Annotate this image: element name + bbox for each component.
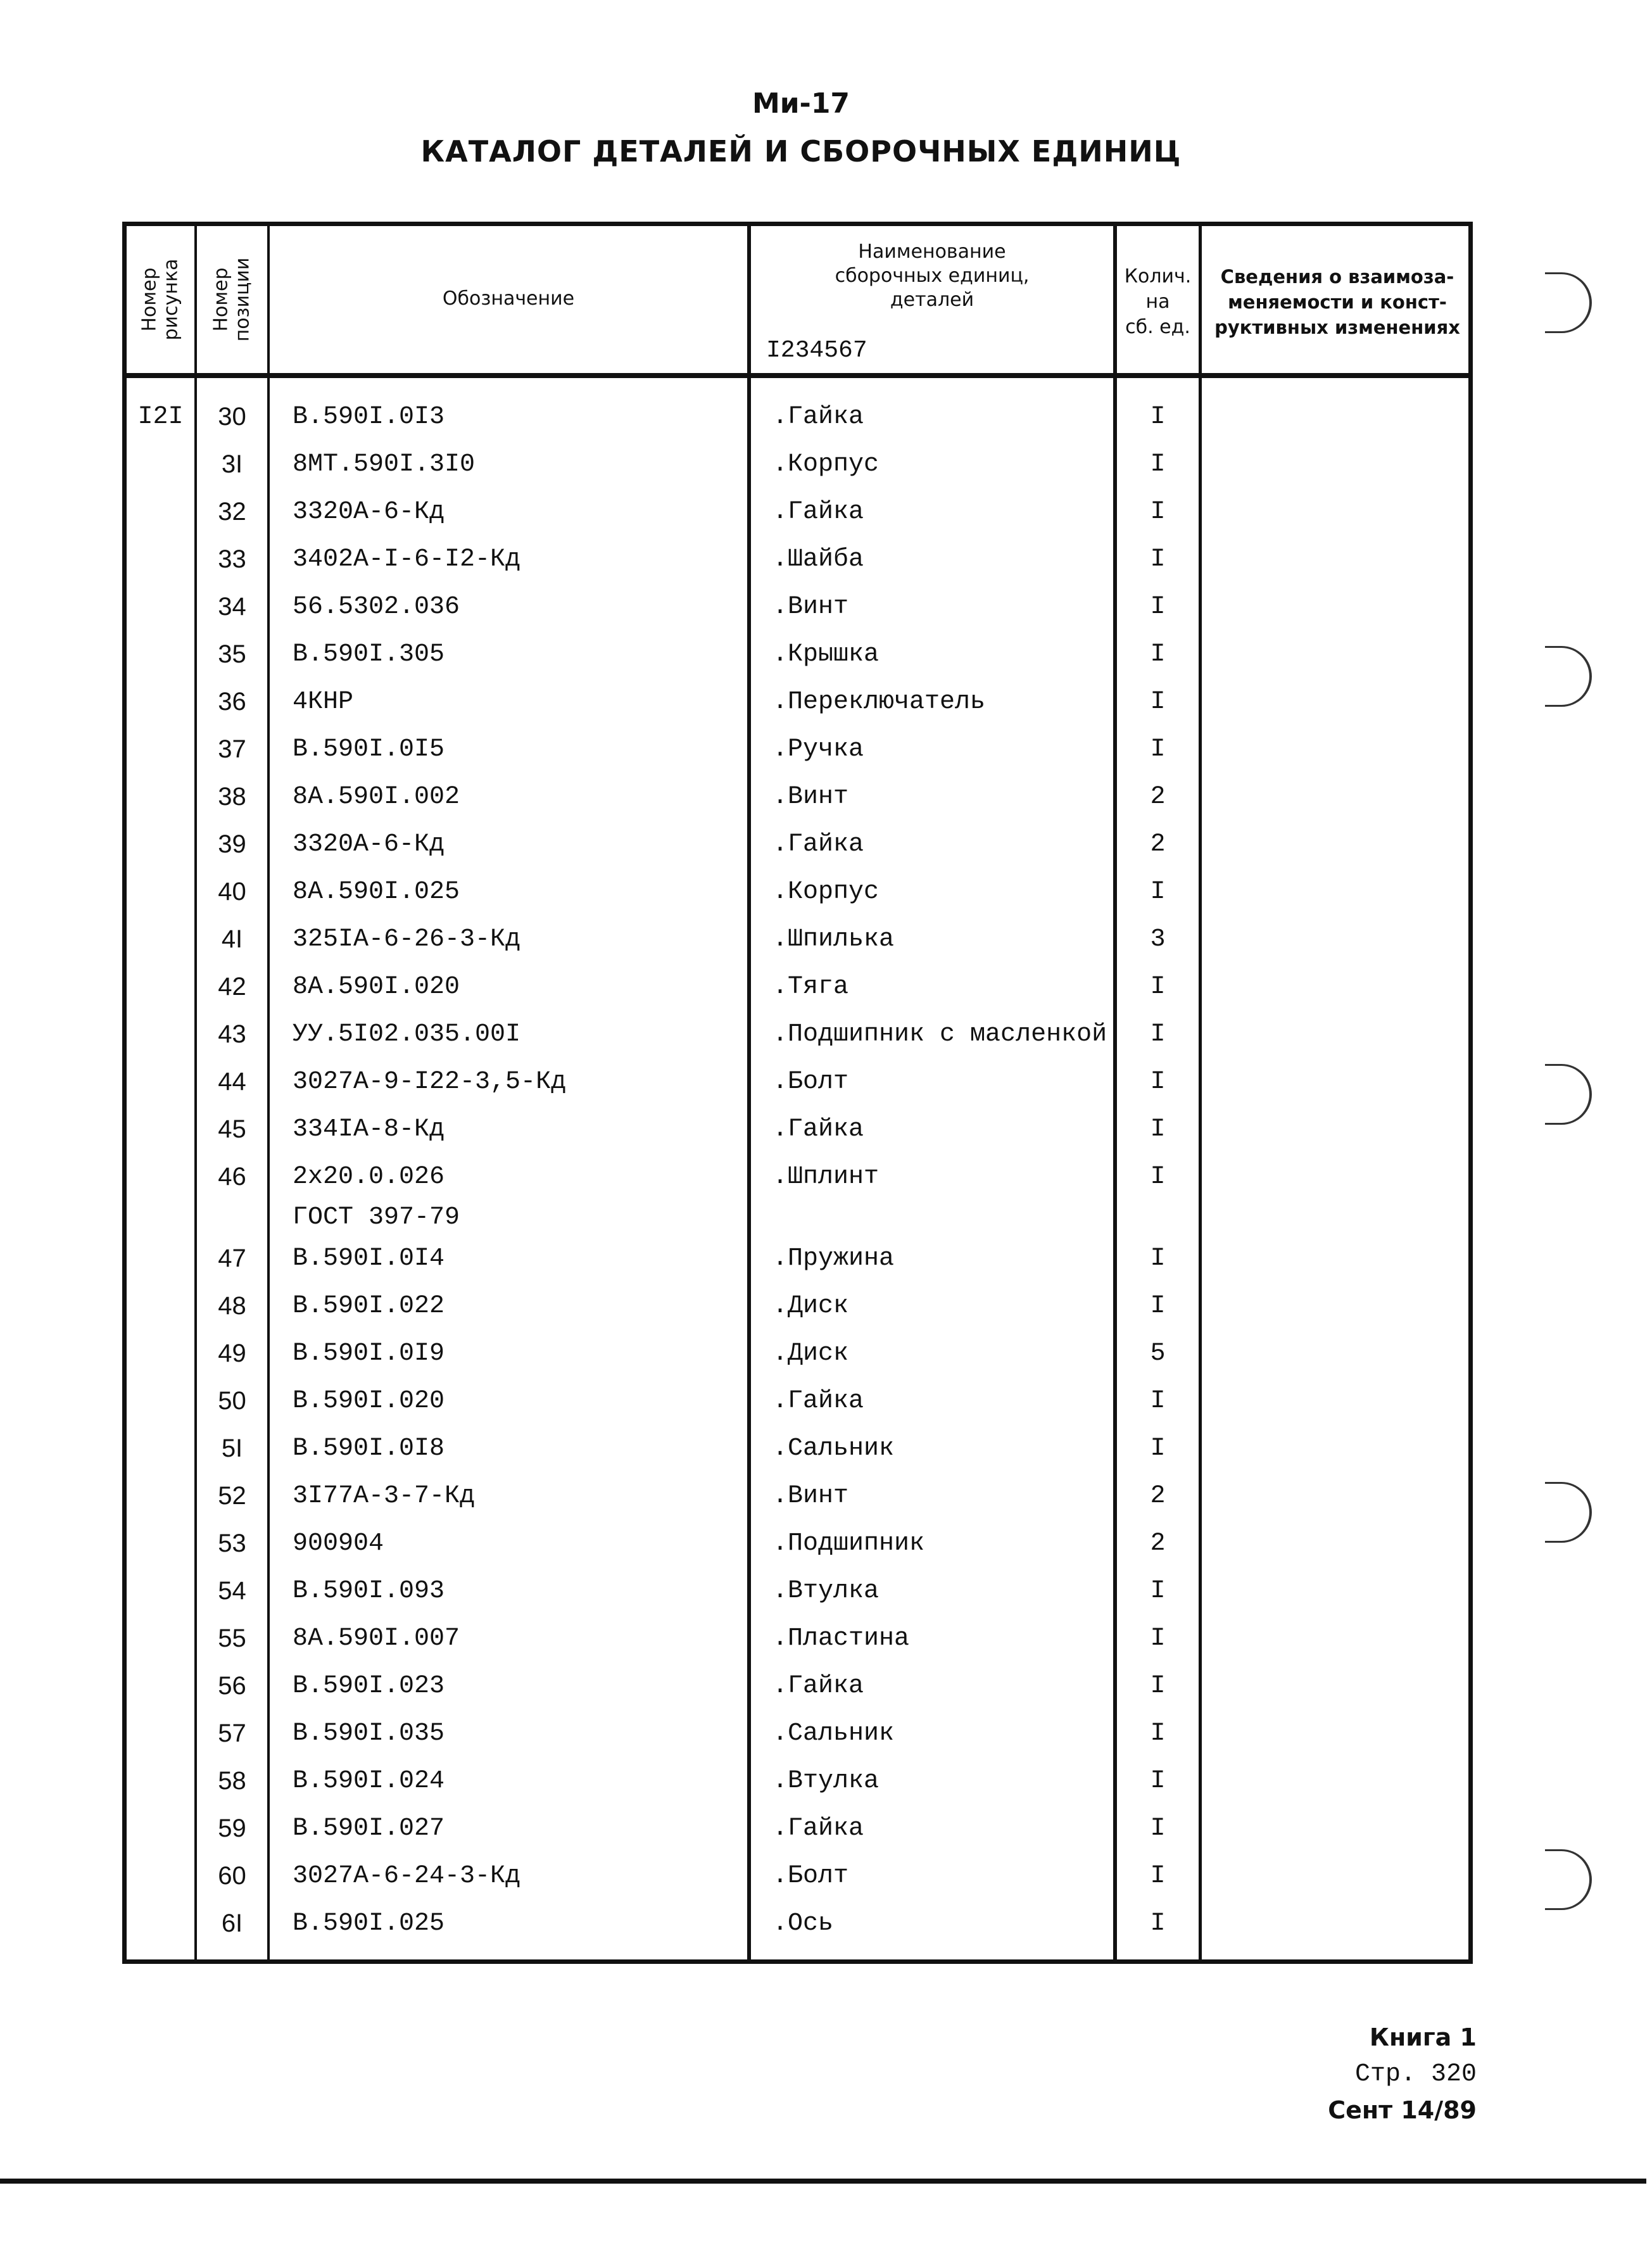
header-quantity: Колич. на сб. ед. — [1124, 265, 1192, 338]
figure-number-cell: I2I — [137, 403, 184, 431]
quantity-cell: I — [1150, 688, 1166, 716]
designation-cell: В.590I.020 — [293, 1387, 445, 1415]
table-row — [127, 1282, 1468, 1330]
quantity-cell: I — [1150, 1115, 1166, 1144]
quantity-cell: I — [1150, 1163, 1166, 1191]
quantity-cell: I — [1150, 1672, 1166, 1700]
position-number-cell: 36 — [218, 688, 246, 716]
designation-cell: 8А.590I.020 — [293, 973, 460, 1001]
header-position-number — [197, 226, 267, 373]
position-number-cell: 34 — [218, 593, 246, 621]
quantity-cell: I — [1150, 545, 1166, 574]
position-number-cell: 38 — [218, 783, 246, 811]
part-name-cell: .Сальник — [772, 1719, 895, 1748]
table-row — [127, 536, 1468, 583]
part-name-cell: .Гайка — [772, 830, 864, 859]
designation-cell: В.590I.093 — [293, 1577, 445, 1605]
part-name-cell: .Диск — [772, 1292, 849, 1320]
table-row — [127, 1011, 1468, 1058]
table-row — [127, 1567, 1468, 1615]
position-number-cell: 58 — [218, 1767, 246, 1795]
table-row — [127, 1805, 1468, 1852]
designation-cell: 8А.590I.025 — [293, 878, 460, 906]
binder-hole-mark — [1545, 1482, 1592, 1543]
quantity-cell: I — [1150, 498, 1166, 526]
position-number-cell: 3I — [221, 450, 243, 478]
designation-cell: 3I77А-3-7-Кд — [293, 1482, 476, 1510]
table-row — [127, 583, 1468, 631]
part-name-cell: .Втулка — [772, 1577, 880, 1605]
designation-cell: 3320А-6-Кд — [293, 498, 445, 526]
position-number-cell: 45 — [218, 1115, 246, 1143]
table-row — [127, 1472, 1468, 1520]
quantity-cell: I — [1150, 1434, 1166, 1463]
quantity-cell: I — [1150, 1244, 1166, 1273]
binder-hole-mark — [1545, 1849, 1592, 1910]
table-row — [127, 821, 1468, 868]
quantity-cell: I — [1150, 1292, 1166, 1320]
designation-cell: В.590I.025 — [293, 1909, 445, 1938]
position-number-cell: 59 — [218, 1814, 246, 1842]
table-row — [127, 1425, 1468, 1472]
designation-cell: 8МТ.590I.3I0 — [293, 450, 476, 479]
part-name-cell: .Шплинт — [772, 1163, 880, 1191]
part-name-cell: .Пружина — [772, 1244, 895, 1273]
part-name-cell: .Диск — [772, 1339, 849, 1368]
quantity-cell: I — [1150, 1909, 1166, 1938]
designation-cell: 325IА-6-26-3-Кд — [293, 925, 521, 954]
designation-standard-cell: ГОСТ 397-79 — [293, 1203, 460, 1232]
table-row — [127, 963, 1468, 1011]
quantity-cell: I — [1150, 1020, 1166, 1049]
binder-hole-mark — [1545, 1064, 1592, 1125]
position-number-cell: 48 — [218, 1292, 246, 1320]
designation-cell: 3027А-9-I22-3,5-Кд — [293, 1068, 567, 1096]
designation-cell: 56.5302.036 — [293, 593, 460, 621]
footer-book: Книга 1 — [1369, 2023, 1477, 2051]
designation-cell: В.590I.023 — [293, 1672, 445, 1700]
designation-cell: В.590I.0I9 — [293, 1339, 445, 1368]
quantity-cell: I — [1150, 973, 1166, 1001]
document-code: Ми-17 — [752, 87, 850, 120]
part-name-cell: .Пластина — [772, 1624, 910, 1653]
designation-cell: 900904 — [293, 1529, 384, 1558]
part-name-cell: .Болт — [772, 1068, 849, 1096]
designation-cell: 3027А-6-24-3-Кд — [293, 1862, 521, 1890]
position-number-cell: 32 — [218, 498, 246, 526]
position-number-cell: 6I — [221, 1909, 243, 1937]
designation-cell: В.590I.027 — [293, 1814, 445, 1843]
quantity-cell: 2 — [1150, 783, 1166, 811]
quantity-cell: I — [1150, 403, 1166, 431]
position-number-cell: 54 — [218, 1577, 246, 1605]
part-name-cell: .Винт — [772, 783, 849, 811]
position-number-cell: 46 — [218, 1163, 246, 1191]
part-name-cell: .Подшипник с масленкой — [772, 1020, 1107, 1049]
quantity-cell: I — [1150, 593, 1166, 621]
part-name-cell: .Переключатель — [772, 688, 986, 716]
part-name-cell: .Гайка — [772, 403, 864, 431]
header-designation: Обозначение — [442, 288, 575, 310]
part-name-cell: .Корпус — [772, 450, 880, 479]
part-name-cell: .Гайка — [772, 1387, 864, 1415]
quantity-cell: 2 — [1150, 830, 1166, 859]
position-number-cell: 52 — [218, 1482, 246, 1510]
table-row — [127, 1757, 1468, 1805]
quantity-cell: 2 — [1150, 1529, 1166, 1558]
position-number-cell: 49 — [218, 1339, 246, 1367]
designation-cell: 4КНР — [293, 688, 354, 716]
table-row — [127, 1235, 1468, 1282]
designation-cell: 2х20.0.026 — [293, 1163, 445, 1191]
table-row — [127, 678, 1468, 726]
designation-cell: В.590I.035 — [293, 1719, 445, 1748]
binder-hole-mark — [1545, 646, 1592, 707]
designation-cell: В.590I.305 — [293, 640, 445, 669]
table-row — [127, 1106, 1468, 1153]
position-number-cell: 39 — [218, 830, 246, 858]
designation-cell: В.590I.024 — [293, 1767, 445, 1795]
designation-cell: 8А.590I.007 — [293, 1624, 460, 1653]
part-name-cell: .Сальник — [772, 1434, 895, 1463]
part-name-cell: .Подшипник — [772, 1529, 925, 1558]
designation-cell: В.590I.0I5 — [293, 735, 445, 764]
position-number-cell: 33 — [218, 545, 246, 573]
header-name-code: I234567 — [766, 337, 867, 364]
quantity-cell: I — [1150, 1862, 1166, 1890]
designation-cell: УУ.5I02.035.00I — [293, 1020, 521, 1049]
part-name-cell: .Втулка — [772, 1767, 880, 1795]
parts-table — [122, 222, 1473, 1964]
header-figure-label: Номер рисунка — [138, 258, 182, 341]
table-row — [127, 868, 1468, 916]
designation-cell: В.590I.0I3 — [293, 403, 445, 431]
table-row — [127, 1058, 1468, 1106]
part-name-cell: .Винт — [772, 1482, 849, 1510]
part-name-cell: .Винт — [772, 593, 849, 621]
position-number-cell: 60 — [218, 1862, 246, 1890]
table-row — [127, 1330, 1468, 1377]
designation-cell: В.590I.0I4 — [293, 1244, 445, 1273]
part-name-cell: .Гайка — [772, 1814, 864, 1843]
position-number-cell: 37 — [218, 735, 246, 763]
table-row — [127, 1852, 1468, 1900]
footer-page: Стр. 320 — [1354, 2060, 1477, 2089]
position-number-cell: 56 — [218, 1672, 246, 1700]
quantity-cell: I — [1150, 878, 1166, 906]
bottom-rule — [0, 2179, 1646, 2184]
designation-cell: 3402А-I-6-I2-Кд — [293, 545, 521, 574]
position-number-cell: 42 — [218, 973, 246, 1001]
table-row — [127, 1615, 1468, 1662]
part-name-cell: .Корпус — [772, 878, 880, 906]
header-position-label: Номер позиции — [210, 257, 254, 342]
position-number-cell: 55 — [218, 1624, 246, 1652]
position-number-cell: 43 — [218, 1020, 246, 1048]
part-name-cell: .Ось — [772, 1909, 834, 1938]
position-number-cell: 40 — [218, 878, 246, 906]
designation-cell: 334IА-8-Кд — [293, 1115, 445, 1144]
table-row — [127, 488, 1468, 536]
header-notes: Сведения о взаимоза- меняемости и конст- руктивных изменениях — [1214, 266, 1460, 338]
designation-cell: В.590I.022 — [293, 1292, 445, 1320]
table-row — [127, 1900, 1468, 1947]
table-row — [127, 393, 1468, 441]
part-name-cell: .Болт — [772, 1862, 849, 1890]
position-number-cell: 4I — [221, 925, 243, 953]
position-number-cell: 44 — [218, 1068, 246, 1096]
table-row — [127, 1153, 1468, 1232]
part-name-cell: .Ручка — [772, 735, 864, 764]
quantity-cell: I — [1150, 640, 1166, 669]
quantity-cell: I — [1150, 1068, 1166, 1096]
binder-hole-mark — [1545, 272, 1592, 333]
quantity-cell: 3 — [1150, 925, 1166, 954]
quantity-cell: I — [1150, 450, 1166, 479]
quantity-cell: I — [1150, 1387, 1166, 1415]
quantity-cell: I — [1150, 1577, 1166, 1605]
position-number-cell: 47 — [218, 1244, 246, 1272]
position-number-cell: 35 — [218, 640, 246, 668]
table-row — [127, 1377, 1468, 1425]
table-row — [127, 631, 1468, 678]
quantity-cell: I — [1150, 1719, 1166, 1748]
quantity-cell: I — [1150, 735, 1166, 764]
part-name-cell: .Шайба — [772, 545, 864, 574]
position-number-cell: 53 — [218, 1529, 246, 1557]
part-name-cell: .Гайка — [772, 1115, 864, 1144]
document-title: КАТАЛОГ ДЕТАЛЕЙ И СБОРОЧНЫХ ЕДИНИЦ — [420, 134, 1182, 168]
table-row — [127, 1710, 1468, 1757]
table-row — [127, 726, 1468, 773]
position-number-cell: 50 — [218, 1387, 246, 1415]
position-number-cell: 57 — [218, 1719, 246, 1747]
table-row — [127, 1520, 1468, 1567]
quantity-cell: I — [1150, 1814, 1166, 1843]
header-divider — [127, 373, 1468, 378]
part-name-cell: .Тяга — [772, 973, 849, 1001]
table-row — [127, 773, 1468, 821]
position-number-cell: 5I — [221, 1434, 243, 1462]
table-row — [127, 1662, 1468, 1710]
header-figure-number — [127, 226, 194, 373]
table-row — [127, 916, 1468, 963]
designation-cell: 3320А-6-Кд — [293, 830, 445, 859]
quantity-cell: 2 — [1150, 1482, 1166, 1510]
part-name-cell: .Гайка — [772, 1672, 864, 1700]
header-name: Наименование сборочных единиц, деталей — [835, 241, 1030, 311]
quantity-cell: I — [1150, 1624, 1166, 1653]
part-name-cell: .Гайка — [772, 498, 864, 526]
part-name-cell: .Крышка — [772, 640, 880, 669]
quantity-cell: I — [1150, 1767, 1166, 1795]
table-row — [127, 441, 1468, 488]
part-name-cell: .Шпилька — [772, 925, 895, 954]
footer-date: Сент 14/89 — [1328, 2096, 1477, 2124]
designation-cell: В.590I.0I8 — [293, 1434, 445, 1463]
quantity-cell: 5 — [1150, 1339, 1166, 1368]
designation-cell: 8А.590I.002 — [293, 783, 460, 811]
position-number-cell: 30 — [218, 403, 246, 431]
